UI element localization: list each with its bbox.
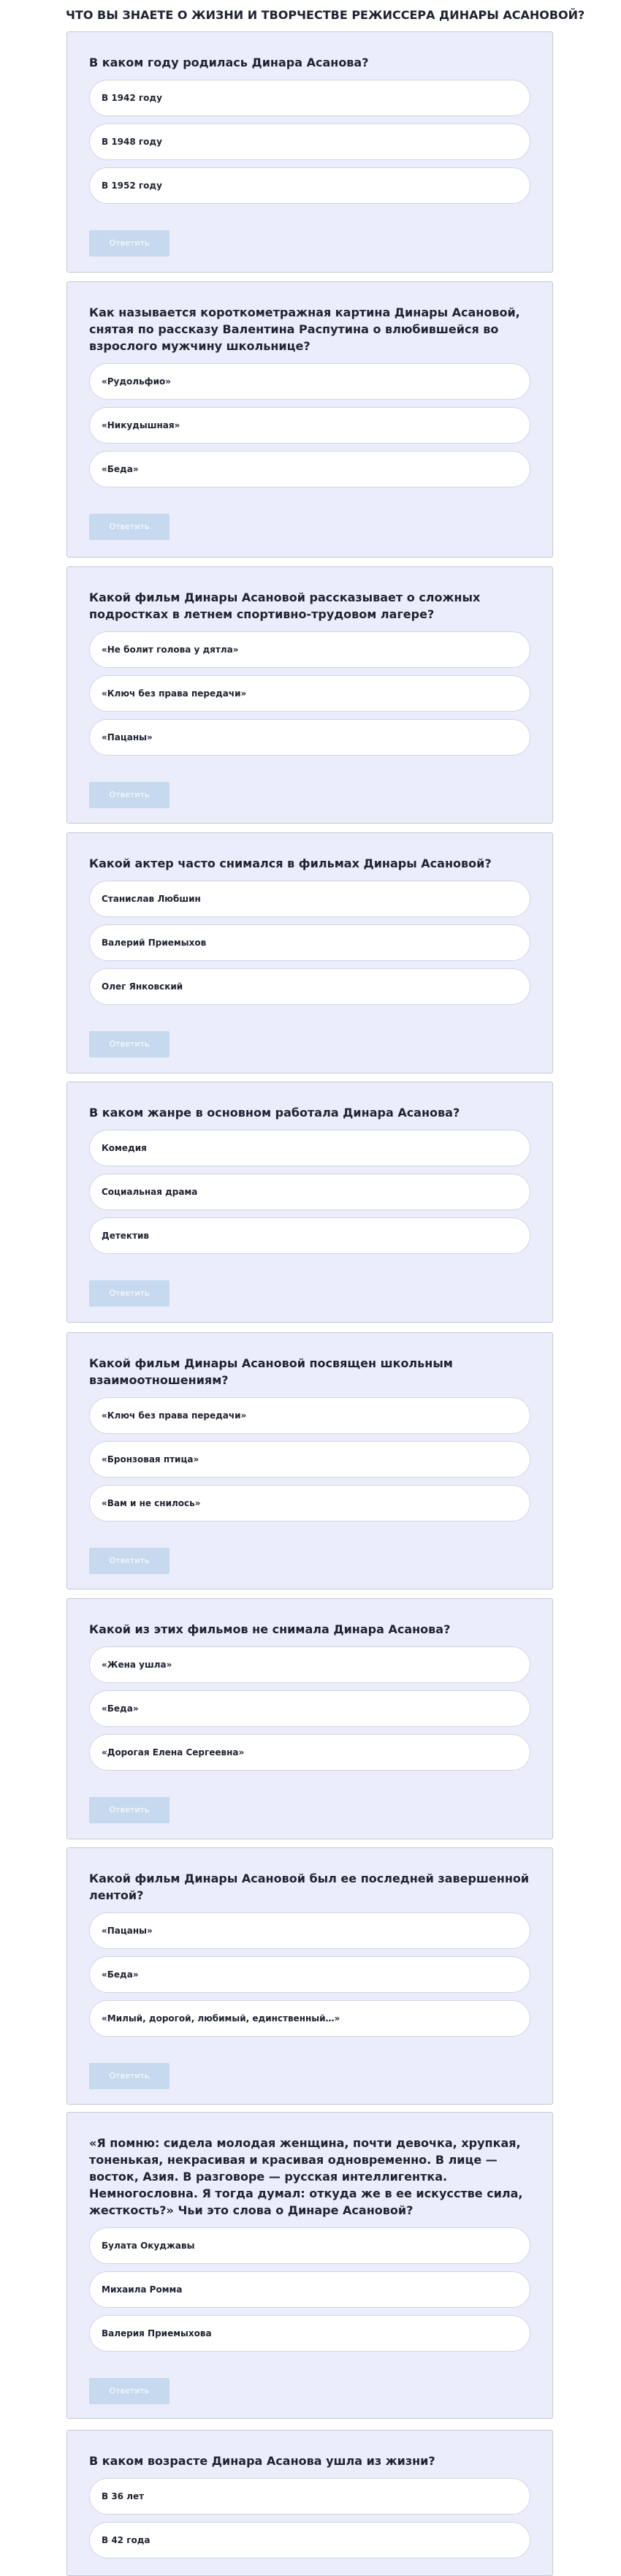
answer-button[interactable]: Ответить [89, 1031, 169, 1057]
question-card [66, 566, 553, 824]
question-text: В каком году родилась Динара Асанова? [89, 56, 369, 69]
answer-option[interactable]: В 42 года [89, 2522, 530, 2558]
answer-option[interactable]: Валерий Приемыхов [89, 924, 530, 961]
answer-option[interactable]: «Ключ без права передачи» [89, 675, 530, 712]
answer-button[interactable]: Ответить [89, 230, 169, 257]
question-card [66, 31, 553, 273]
answer-option[interactable]: «Никудышная» [89, 407, 530, 444]
question-text: Какой актер часто снимался в фильмах Динары Асановой? [89, 856, 492, 870]
answer-option[interactable]: Олег Янковский [89, 968, 530, 1005]
answer-button[interactable]: Ответить [89, 2063, 169, 2089]
question-card [66, 2112, 553, 2419]
answer-option[interactable]: В 1952 году [89, 167, 530, 204]
answer-option[interactable]: Булата Окуджавы [89, 2227, 530, 2264]
question-text: В каком возрасте Динара Асанова ушла из жизни? [89, 2454, 435, 2468]
answer-option[interactable]: «Милый, дорогой, любимый, единственный…» [89, 2000, 530, 2037]
answer-option[interactable]: «Пацаны» [89, 719, 530, 756]
question-text: Какой фильм Динары Асановой был ее последней завершенной лентой? [89, 1872, 530, 1902]
answer-option[interactable]: «Пацаны» [89, 1912, 530, 1949]
question-card [66, 832, 553, 1074]
answer-option[interactable]: «Беда» [89, 1690, 530, 1727]
answer-button[interactable]: Ответить [89, 1280, 169, 1307]
question-text: «Я помню: сидела молодая женщина, почти девочка, хрупкая, тоненькая, некрасивая и красивая одновременно. В лице — восток, Азия. В разговоре — русская интеллигентка. Немногословна. Я тогда думал: откуда же в ее искусстве сила, жесткость?» Чьи это слова о Динаре Асановой? [89, 2136, 523, 2217]
answer-button[interactable]: Ответить [89, 2378, 169, 2404]
answer-option[interactable]: «Дорогая Елена Сергеевна» [89, 1734, 530, 1771]
answer-option[interactable]: В 1942 году [89, 80, 530, 116]
answer-option[interactable]: «Бронзовая птица» [89, 1441, 530, 1478]
answer-button[interactable]: Ответить [89, 514, 169, 540]
answer-button[interactable]: Ответить [89, 1548, 169, 1574]
answer-option[interactable]: Станислав Любшин [89, 881, 530, 917]
question-card [66, 1332, 553, 1589]
answer-option[interactable]: Комедия [89, 1130, 530, 1166]
answer-option[interactable]: «Ключ без права передачи» [89, 1397, 530, 1434]
answer-option[interactable]: Детектив [89, 1217, 530, 1254]
answer-option[interactable]: «Беда» [89, 1956, 530, 1993]
question-card [66, 1082, 553, 1323]
answer-option[interactable]: Валерия Приемыхова [89, 2315, 530, 2352]
answer-option[interactable]: «Не болит голова у дятла» [89, 631, 530, 668]
answer-option[interactable]: Михаила Ромма [89, 2271, 530, 2308]
question-text: Какой фильм Динары Асановой рассказывает о сложных подростках в летнем спортивно-трудовом лагере? [89, 590, 481, 621]
page-title: ЧТО ВЫ ЗНАЕТЕ О ЖИЗНИ И ТВОРЧЕСТВЕ РЕЖИССЕРА ДИНАРЫ АСАНОВОЙ? [66, 8, 585, 22]
answer-option[interactable]: «Жена ушла» [89, 1646, 530, 1683]
answer-option[interactable]: В 1948 году [89, 124, 530, 160]
question-text: В каком жанре в основном работала Динара Асанова? [89, 1106, 460, 1120]
question-text: Как называется короткометражная картина Динары Асановой, снятая по рассказу Валентина Распутина о влюбившейся во взрослого мужчину школьнице? [89, 305, 520, 353]
question-card [66, 1598, 553, 1839]
answer-option[interactable]: «Вам и не снилось» [89, 1485, 530, 1521]
question-text: Какой из этих фильмов не снимала Динара Асанова? [89, 1622, 451, 1636]
answer-option[interactable]: «Беда» [89, 451, 530, 487]
question-card [66, 281, 553, 558]
question-card [66, 2430, 553, 2576]
question-text: Какой фильм Динары Асановой посвящен школьным взаимоотношениям? [89, 1356, 453, 1387]
answer-button[interactable]: Ответить [89, 1797, 169, 1823]
answer-option[interactable]: «Рудольфио» [89, 363, 530, 400]
question-card [66, 1847, 553, 2105]
answer-option[interactable]: Социальная драма [89, 1174, 530, 1210]
answer-option[interactable]: В 36 лет [89, 2478, 530, 2515]
answer-button[interactable]: Ответить [89, 782, 169, 808]
